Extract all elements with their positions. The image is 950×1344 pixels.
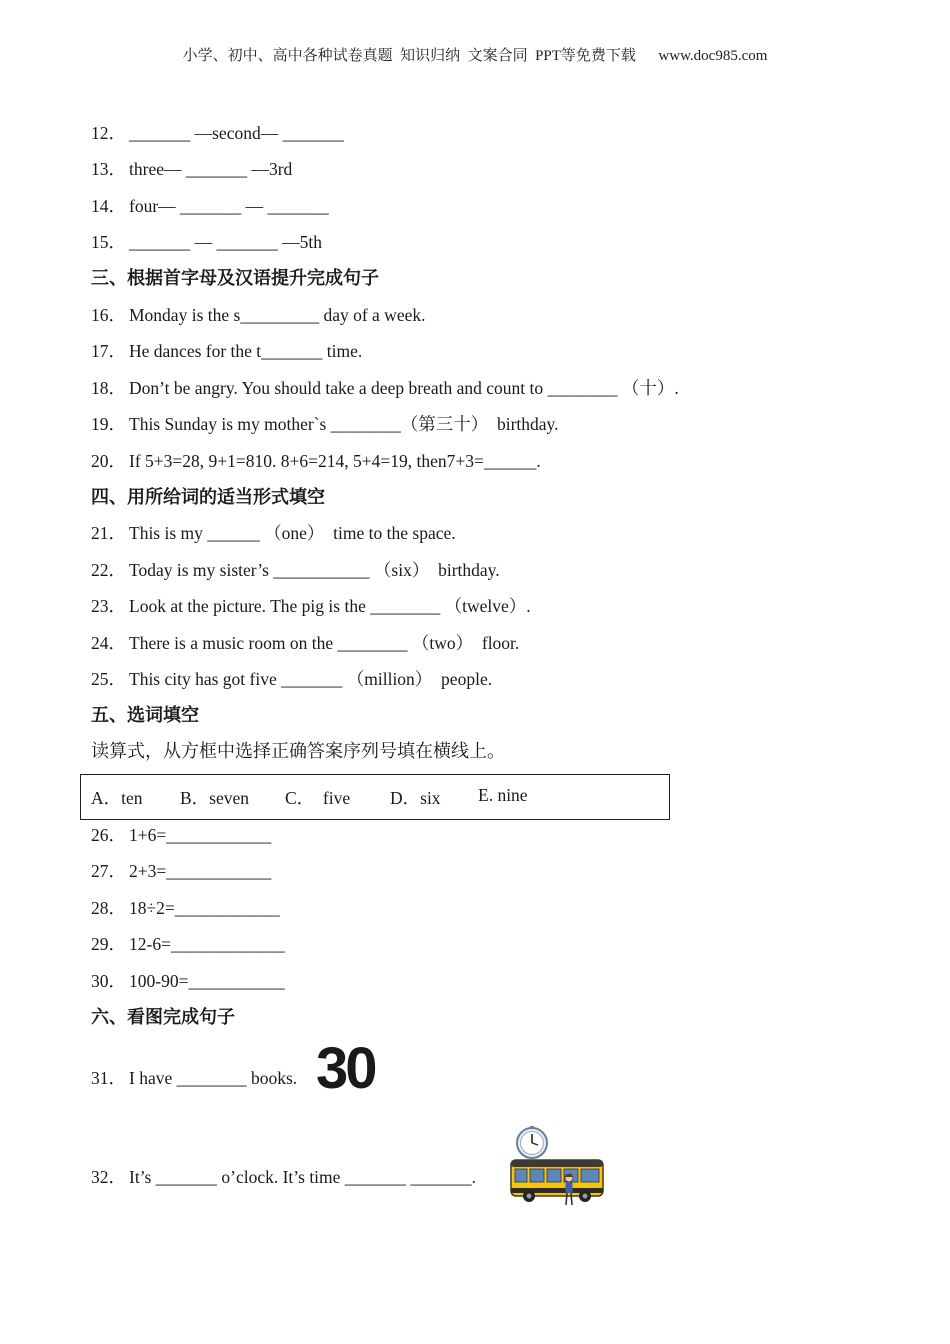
option-d: D．six <box>390 788 441 808</box>
section-5-instruction: 读算式，从方框中选择正确答案序列号填在横线上。 <box>91 741 505 762</box>
section-5-title: 五、选词填空 <box>91 705 199 726</box>
page-header: 小学、初中、高中各种试卷真题 知识归纳 文案合同 PPT等免费下载 www.doc985.com <box>182 48 768 64</box>
question-12: 12． _______ —second— _______ <box>91 123 344 143</box>
question-25: 25． This city has got five _______ （million） people. <box>91 669 493 689</box>
question-19: 19． This Sunday is my mother`s ________（第三十） birthday. <box>91 414 559 434</box>
question-17: 17． He dances for the t_______ time. <box>91 341 363 361</box>
section-4-title: 四、用所给词的适当形式填空 <box>91 487 325 508</box>
question-26: 26． 1+6=____________ <box>91 825 272 845</box>
question-31: 31． I have ________ books. <box>91 1068 298 1088</box>
question-30: 30． 100-90=___________ <box>91 971 285 991</box>
question-13: 13． three— _______ —3rd <box>91 159 293 179</box>
option-a: A．ten <box>91 788 143 808</box>
section-6-title: 六、看图完成句子 <box>91 1007 235 1028</box>
question-18: 18． Don’t be angry. You should take a deep breath and count to ________ （十）. <box>91 378 679 398</box>
question-32: 32． It’s _______ o’clock. It’s time _______ _______. <box>91 1167 477 1187</box>
bus-with-clock-icon <box>507 1126 607 1213</box>
question-14: 14． four— _______ — _______ <box>91 196 329 216</box>
option-b: B．seven <box>180 788 250 808</box>
question-27: 27． 2+3=____________ <box>91 861 272 881</box>
question-21: 21． This is my ______ （one） time to the space. <box>91 523 456 543</box>
question-28: 28． 18÷2=____________ <box>91 898 280 918</box>
question-15: 15． _______ — _______ —5th <box>91 232 322 252</box>
question-23: 23． Look at the picture. The pig is the ________ （twelve）. <box>91 596 531 616</box>
option-e: E. nine <box>478 785 528 805</box>
question-24: 24． There is a music room on the ________ （two） floor. <box>91 633 520 653</box>
section-3-title: 三、根据首字母及汉语提升完成句子 <box>91 268 379 289</box>
question-29: 29． 12-6=_____________ <box>91 934 285 954</box>
options-box <box>80 774 670 820</box>
option-c: C． five <box>285 788 351 808</box>
question-20: 20． If 5+3=28, 9+1=810. 8+6=214, 5+4=19, then7+3=______. <box>91 451 541 471</box>
question-16: 16． Monday is the s_________ day of a week. <box>91 305 426 325</box>
question-22: 22． Today is my sister’s ___________ （six） birthday. <box>91 560 500 580</box>
number-thirty-figure: 30 <box>316 1036 375 1101</box>
